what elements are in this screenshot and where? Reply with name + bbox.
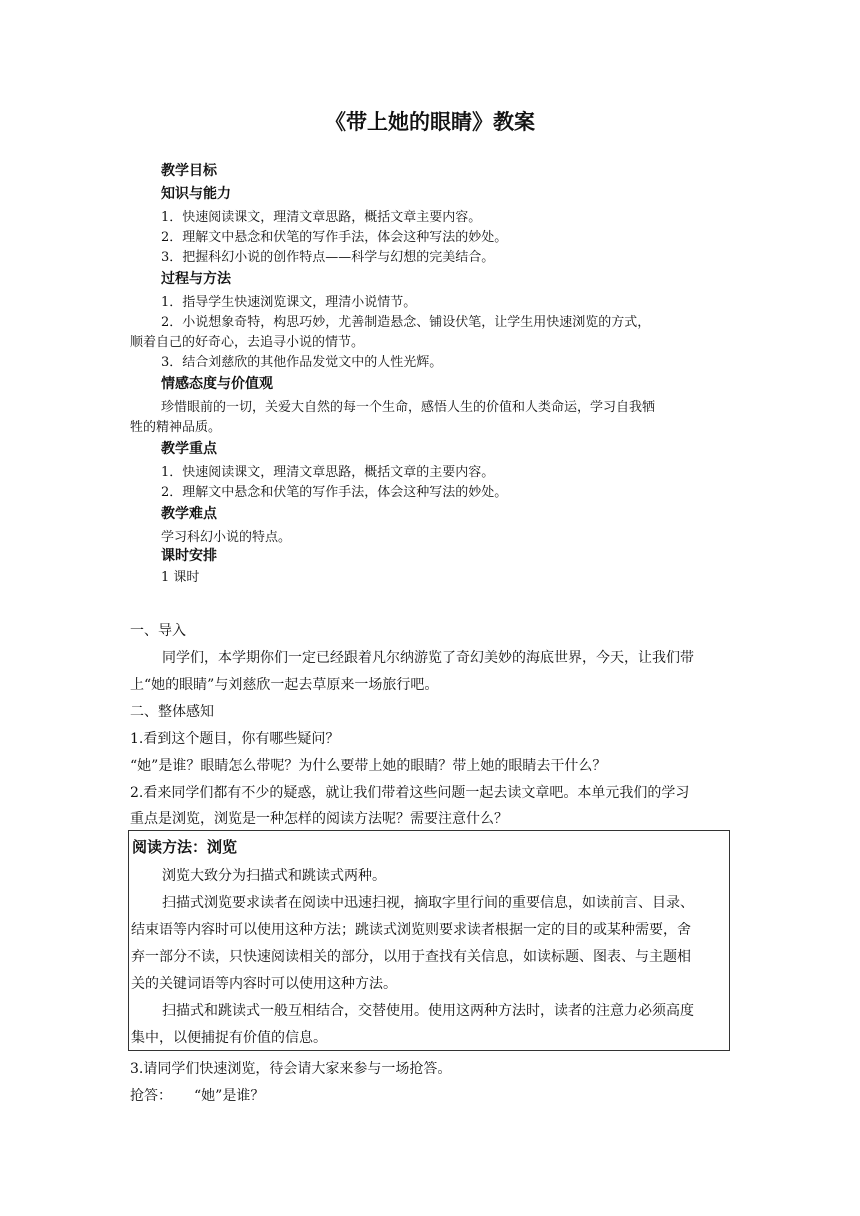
quiz-question: “她”是谁？ (194, 1088, 265, 1104)
process-item: 1．指导学生快速浏览课文，理清小说情节。 (161, 295, 417, 310)
section1-heading: 一、导入 (130, 623, 186, 639)
reading-box-heading: 阅读方法：浏览 (132, 838, 238, 856)
section1-line: 上“她的眼睛”与刘慈欣一起去草原来一场旅行吧。 (130, 677, 439, 693)
question-2-line: 重点是浏览，浏览是一种怎样的阅读方法呢？需要注意什么？ (130, 811, 508, 827)
schedule-heading: 课时安排 (161, 548, 217, 564)
question-1: 1.看到这个题目，你有哪些疑问？ (130, 731, 340, 747)
quiz-label: 抢答： (130, 1088, 172, 1104)
reading-box-line: 关的关键词语等内容时可以使用这种方法。 (131, 976, 397, 992)
emotion-line: 牲的精神品质。 (130, 420, 222, 435)
process-item: 2．小说想象奇特，构思巧妙，尤善制造悬念、铺设伏笔，让学生用快速浏览的方式， (161, 315, 651, 330)
reading-box-line: 扫描式和跳读式一般互相结合，交替使用。使用这两种方法时，读者的注意力必须高度 (162, 1003, 694, 1019)
reading-box-line: 浏览大致分为扫描式和跳读式两种。 (162, 868, 386, 884)
key-point-item: 1．快速阅读课文，理清文章思路，概括文章的主要内容。 (161, 465, 495, 480)
process-item: 3．结合刘慈欣的其他作品发觉文中的人性光辉。 (161, 355, 443, 370)
difficulties-heading: 教学难点 (161, 506, 217, 522)
emotion-heading: 情感态度与价值观 (161, 376, 273, 392)
page-title: 《带上她的眼睛》教案 (325, 110, 535, 134)
question-2-line: 2.看来同学们都有不少的疑惑，就让我们带着这些问题一起去读文章吧。本单元我们的学习 (130, 785, 690, 801)
question-1-answer: “她”是谁？眼睛怎么带呢？为什么要带上她的眼睛？带上她的眼睛去干什么？ (130, 758, 607, 774)
knowledge-heading: 知识与能力 (161, 186, 231, 202)
key-points-heading: 教学重点 (161, 441, 217, 457)
reading-box-line: 结束语等内容时可以使用这种方法；跳读式浏览则要求读者根据一定的目的或某种需要，舍 (131, 922, 691, 938)
key-point-item: 2．理解文中悬念和伏笔的写作手法，体会这种写法的妙处。 (161, 485, 508, 500)
reading-box-line: 弃一部分不读，只快速阅读相关的部分，以用于查找有关信息，如读标题、图表、与主题相 (131, 949, 691, 965)
objectives-heading: 教学目标 (161, 163, 217, 179)
knowledge-item: 1．快速阅读课文，理清文章思路，概括文章主要内容。 (161, 210, 482, 225)
difficulties-text: 学习科幻小说的特点。 (161, 530, 292, 545)
question-3: 3.请同学们快速浏览，待会请大家来参与一场抢答。 (130, 1061, 452, 1077)
process-heading: 过程与方法 (161, 271, 231, 287)
section1-line: 同学们，本学期你们一定已经跟着凡尔纳游览了奇幻美妙的海底世界，今天，让我们带 (162, 650, 694, 666)
reading-box-line: 集中，以便捕捉有价值的信息。 (131, 1030, 327, 1046)
knowledge-item: 2．理解文中悬念和伏笔的写作手法，体会这种写法的妙处。 (161, 230, 508, 245)
schedule-text: 1 课时 (161, 570, 200, 585)
knowledge-item: 3．把握科幻小说的创作特点——科学与幻想的完美结合。 (161, 250, 495, 265)
section2-heading: 二、整体感知 (130, 704, 214, 720)
emotion-line: 珍惜眼前的一切，关爱大自然的每一个生命，感悟人生的价值和人类命运，学习自我牺 (161, 400, 656, 415)
process-item: 顺着自己的好奇心，去追寻小说的情节。 (130, 335, 365, 350)
reading-box-line: 扫描式浏览要求读者在阅读中迅速扫视，摘取字里行间的重要信息，如读前言、目录、 (162, 895, 694, 911)
